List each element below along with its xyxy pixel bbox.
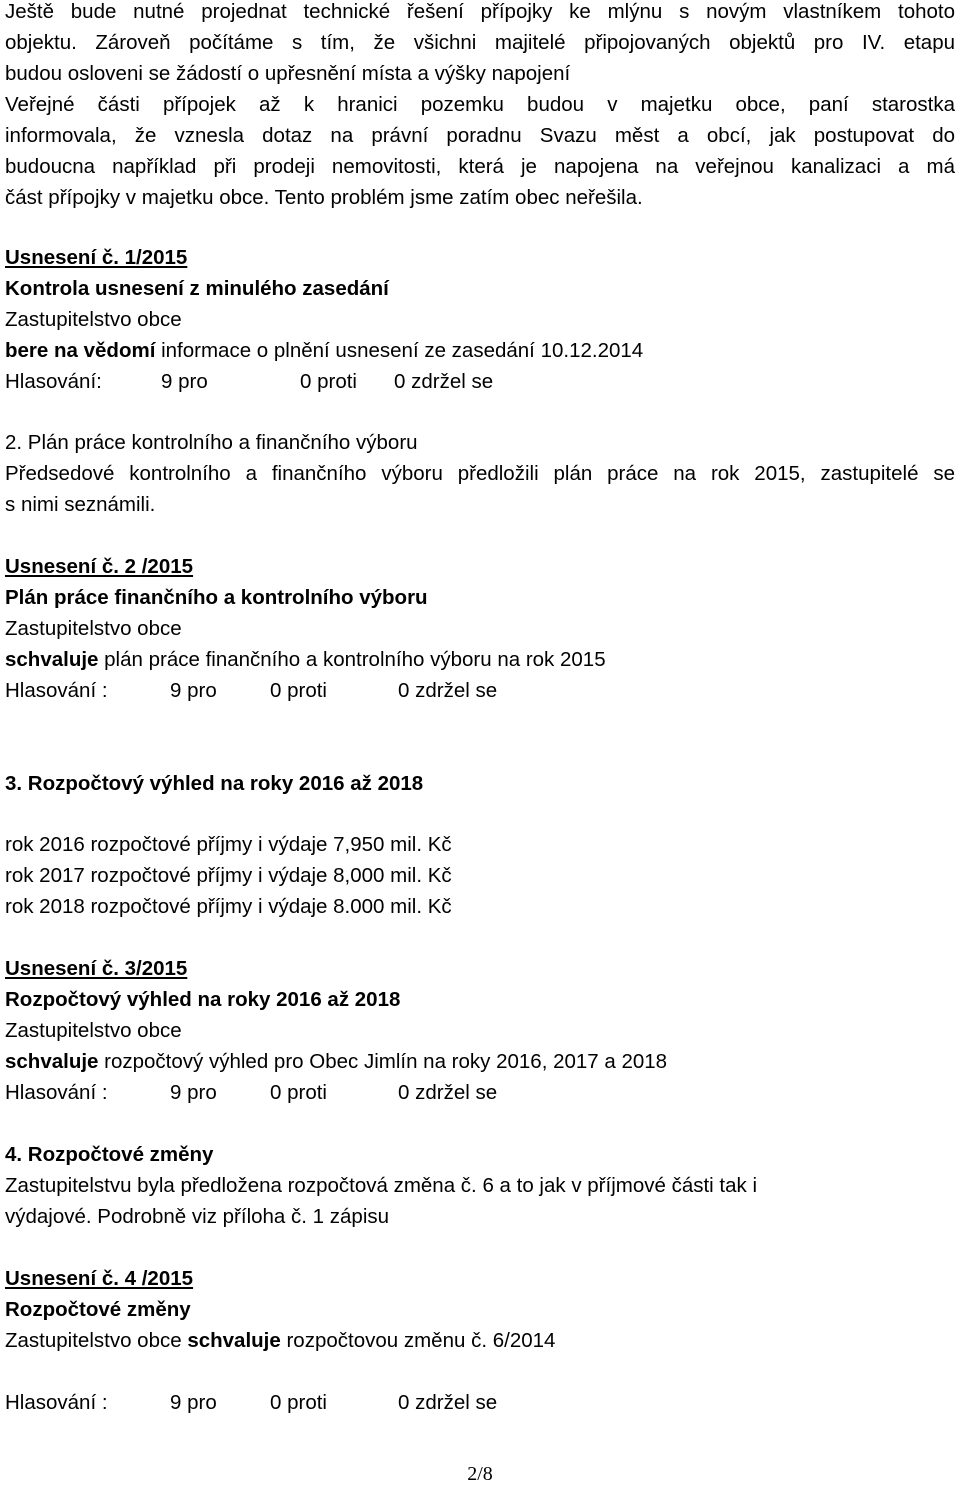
vote-label: Hlasování : bbox=[5, 1391, 108, 1414]
intro-line-7: část přípojky v majetku obce. Tento problém jsme zatím obec neřešila. bbox=[5, 186, 643, 209]
vote-pro: 9 pro bbox=[170, 679, 217, 702]
vote-proti: 0 proti bbox=[270, 679, 327, 702]
intro-line-4: Veřejné části přípojek až k hranici pozemku budou v majetku obce, paní starostka bbox=[5, 93, 955, 116]
resolution-1-decision bbox=[5, 336, 955, 366]
resolution-3-decision-text: rozpočtový výhled pro Obec Jimlín na roky 2016, 2017 a 2018 bbox=[98, 1050, 668, 1073]
resolution-4-vote bbox=[5, 1388, 955, 1418]
resolution-4-body: Zastupitelstvo obce bbox=[5, 1329, 188, 1352]
resolution-2-decision-text: plán práce finančního a kontrolního výboru na rok 2015 bbox=[98, 648, 606, 671]
item-4-heading: 4. Rozpočtové změny bbox=[5, 1143, 214, 1166]
budget-row-2018: rok 2018 rozpočtové příjmy i výdaje 8.000 mil. Kč bbox=[5, 895, 452, 918]
resolution-2-decision bbox=[5, 645, 955, 675]
resolution-3-decision-verb: schvaluje bbox=[5, 1050, 99, 1073]
resolution-1-vote bbox=[5, 367, 955, 397]
resolution-1-number: Usnesení č. 1/2015 bbox=[5, 246, 188, 269]
resolution-4-number: Usnesení č. 4 /2015 bbox=[5, 1267, 194, 1290]
vote-pro: 9 pro bbox=[161, 370, 208, 393]
vote-label: Hlasování : bbox=[5, 1081, 108, 1104]
vote-pro: 9 pro bbox=[170, 1081, 217, 1104]
resolution-2-body: Zastupitelstvo obce bbox=[5, 617, 182, 640]
resolution-3-number: Usnesení č. 3/2015 bbox=[5, 957, 188, 980]
resolution-3-body: Zastupitelstvo obce bbox=[5, 1019, 182, 1042]
resolution-3-decision bbox=[5, 1047, 955, 1077]
item-4-line-1: Zastupitelstvu byla předložena rozpočtová změna č. 6 a to jak v příjmové části tak i bbox=[5, 1174, 758, 1197]
vote-proti: 0 proti bbox=[270, 1391, 327, 1414]
vote-label: Hlasování : bbox=[5, 679, 108, 702]
intro-line-5: informovala, že vznesla dotaz na právní poradnu Svazu měst a obcí, jak postupovat do bbox=[5, 124, 955, 147]
resolution-4-decision-verb: schvaluje bbox=[187, 1329, 281, 1352]
resolution-3-vote bbox=[5, 1078, 955, 1108]
page-number: 2/8 bbox=[467, 1463, 493, 1485]
resolution-4-title: Rozpočtové změny bbox=[5, 1298, 191, 1321]
item-3-heading: 3. Rozpočtový výhled na roky 2016 až 2018 bbox=[5, 772, 424, 795]
vote-pro: 9 pro bbox=[170, 1391, 217, 1414]
intro-line-3: budou osloveni se žádostí o upřesnění místa a výšky napojení bbox=[5, 62, 571, 85]
item-4-line-2: výdajové. Podrobně viz příloha č. 1 zápisu bbox=[5, 1205, 390, 1228]
vote-zdrzel: 0 zdržel se bbox=[398, 1391, 498, 1414]
vote-proti: 0 proti bbox=[270, 1081, 327, 1104]
item-2-line-1: Předsedové kontrolního a finančního výboru předložili plán práce na rok 2015, zastupitelé se bbox=[5, 462, 955, 485]
budget-row-2016: rok 2016 rozpočtové příjmy i výdaje 7,950 mil. Kč bbox=[5, 833, 452, 856]
resolution-2-vote bbox=[5, 676, 955, 706]
intro-line-1: Ještě bude nutné projednat technické řešení přípojky ke mlýnu s novým vlastníkem tohoto bbox=[5, 0, 955, 23]
intro-line-2: objektu. Zároveň počítáme s tím, že všichni majitelé připojovaných objektů pro IV. etapu bbox=[5, 31, 955, 54]
resolution-1-decision-verb: bere na vědomí bbox=[5, 339, 156, 362]
resolution-2-title: Plán práce finančního a kontrolního výboru bbox=[5, 586, 428, 609]
resolution-1-decision-text: informace o plnění usnesení ze zasedání 10.12.2014 bbox=[155, 339, 644, 362]
item-2-heading: 2. Plán práce kontrolního a finančního výboru bbox=[5, 431, 418, 454]
resolution-1-title: Kontrola usnesení z minulého zasedání bbox=[5, 277, 389, 300]
vote-zdrzel: 0 zdržel se bbox=[394, 370, 494, 393]
resolution-1-body: Zastupitelstvo obce bbox=[5, 308, 182, 331]
intro-line-6: budoucna například při prodeji nemovitosti, která je napojena na veřejnou kanalizaci a má bbox=[5, 155, 955, 178]
resolution-4-decision bbox=[5, 1326, 955, 1356]
resolution-2-decision-verb: schvaluje bbox=[5, 648, 99, 671]
budget-row-2017: rok 2017 rozpočtové příjmy i výdaje 8,000 mil. Kč bbox=[5, 864, 452, 887]
vote-zdrzel: 0 zdržel se bbox=[398, 679, 498, 702]
item-2-line-2: s nimi seznámili. bbox=[5, 493, 156, 516]
resolution-2-number: Usnesení č. 2 /2015 bbox=[5, 555, 194, 578]
vote-label: Hlasování: bbox=[5, 370, 102, 393]
resolution-4-decision-text: rozpočtovou změnu č. 6/2014 bbox=[280, 1329, 556, 1352]
resolution-3-title: Rozpočtový výhled na roky 2016 až 2018 bbox=[5, 988, 401, 1011]
vote-zdrzel: 0 zdržel se bbox=[398, 1081, 498, 1104]
vote-proti: 0 proti bbox=[300, 370, 357, 393]
